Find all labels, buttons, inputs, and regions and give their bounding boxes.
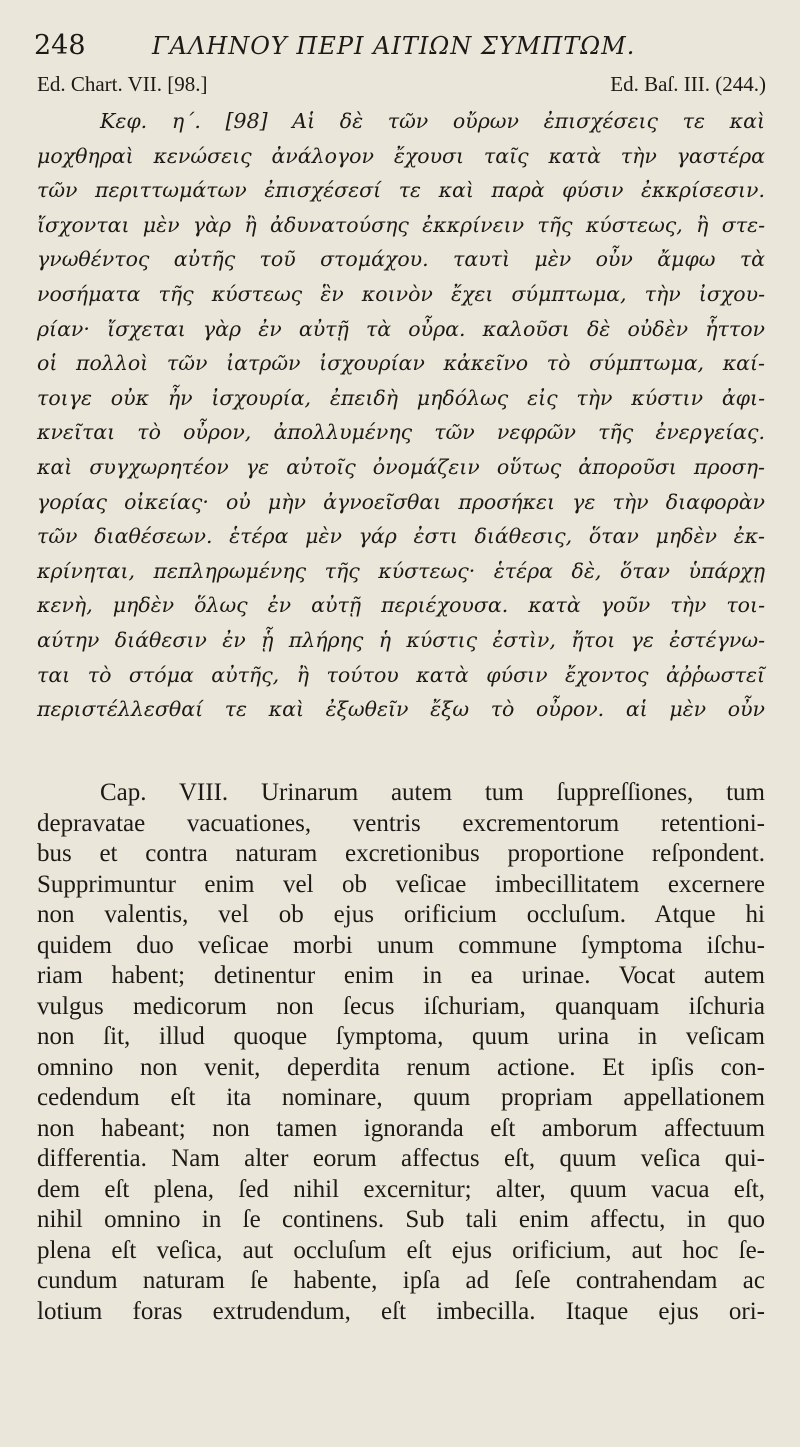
greek-line: τοιγε οὐκ ἦν ἰσχουρία, ἐπειδὴ μηδόλως εἰς τὴν κύστιν ἀφι- — [37, 385, 765, 410]
greek-line: ἴσχονται μὲν γὰρ ἢ ἀδυνατούσης ἐκκρίνειν τῆς κύστεως, ἢ στε- — [37, 212, 765, 237]
latin-line: omnino non venit, deperdita renum actione. Et ipſis con- — [37, 1053, 765, 1081]
latin-line: plena eſt veſica, aut occluſum eſt ejus orificium, aut hoc ſe- — [37, 1236, 765, 1264]
greek-line: τῶν διαθέσεων. ἑτέρα μὲν γάρ ἐστι διάθεσις, ὅταν μηδὲν ἐκ- — [37, 524, 765, 549]
edition-basel: Ed. Baſ. III. (244.) — [610, 72, 766, 96]
greek-line: κρίνηται, πεπληρωμένης τῆς κύστεως· ἑτέρα δὲ, ὅταν ὑπάρχῃ — [37, 558, 765, 583]
latin-line: nihil omnino in ſe continens. Sub tali enim affectu, in quo — [37, 1206, 765, 1233]
latin-line: quidem duo veſicae morbi unum commune ſymptoma iſchu- — [37, 931, 765, 959]
running-title: ΓΑΛΗΝΟΥ ΠΕΡΙ ΑΙΤΙΩΝ ΣΥΜΠΤΩΜ. — [152, 32, 636, 60]
page-header — [34, 28, 764, 68]
latin-line: dem eſt plena, ſed nihil excernitur; alter, quum vacua eſt, — [37, 1175, 765, 1203]
latin-text-block — [37, 778, 765, 1327]
greek-line: Κεφ. η΄. [98] Αἱ δὲ τῶν οὔρων ἐπισχέσεις τε καὶ — [100, 109, 765, 133]
greek-line: κνεῖται τὸ οὖρον, ἀπολλυμένης τῶν νεφρῶν τῆς ἐνεργείας. — [37, 420, 765, 445]
latin-line: non habeant; non tamen ignoranda eſt amborum affectuum — [37, 1114, 765, 1142]
greek-line: γορίας οἰκείας· οὐ μὴν ἀγνοεῖσθαι προσήκει γε τὴν διαφορὰν — [37, 489, 765, 514]
latin-line: cedendum eſt ita nominare, quum propriam appellationem — [37, 1084, 765, 1111]
latin-line: Cap. VIII. Urinarum autem tum ſuppreſſiones, tum — [100, 779, 765, 806]
greek-line: γνωθέντος αὐτῆς τοῦ στομάχου. ταυτὶ μὲν οὖν ἄμφω τὰ — [37, 247, 765, 272]
greek-line: νοσήματα τῆς κύστεως ἓν κοινὸν ἔχει σύμπτωμα, τὴν ἰσχου- — [37, 281, 765, 306]
latin-line: non ſit, illud quoque ſymptoma, quum urina in veſicam — [37, 1023, 765, 1050]
latin-line: Supprimuntur enim vel ob veſicae imbecillitatem excernere — [37, 870, 765, 898]
greek-line: ρίαν· ἴσχεται γὰρ ἐν αὐτῇ τὰ οὖρα. καλοῦσι δὲ οὐδὲν ἧττον — [37, 316, 765, 341]
greek-line: τῶν περιττωμάτων ἐπισχέσεσί τε καὶ παρὰ φύσιν ἐκκρίσεσιν. — [37, 178, 765, 203]
greek-line: κενὴ, μηδὲν ὅλως ἐν αὐτῇ περιέχουσα. κατὰ γοῦν τὴν τοι- — [37, 593, 765, 618]
greek-line: καὶ συγχωρητέον γε αὐτοῖς ὀνομάζειν οὕτως ἀποροῦσι προση- — [37, 454, 765, 479]
latin-line: non valentis, vel ob ejus orificium occluſum. Atque hi — [37, 901, 765, 928]
latin-line: bus et contra naturam excretionibus proportione reſpondent. — [37, 840, 765, 867]
greek-text-block — [37, 104, 765, 727]
greek-line: περιστέλλεσθαί τε καὶ ἐξωθεῖν ἔξω τὸ οὖρον. αἱ μὲν οὖν — [37, 697, 765, 722]
greek-line: ται τὸ στόμα αὐτῆς, ἢ τούτου κατὰ φύσιν ἔχοντος ἀῤῥωστεῖ — [37, 662, 765, 687]
latin-line: vulgus medicorum non ſecus iſchuriam, quanquam iſchuria — [37, 992, 765, 1020]
edition-chartier: Ed. Chart. VII. [98.] — [37, 72, 208, 96]
greek-line: οἱ πολλοὶ τῶν ἰατρῶν ἰσχουρίαν κἀκεῖνο τὸ σύμπτωμα, καί- — [37, 351, 765, 376]
page-number: 248 — [34, 30, 86, 61]
latin-line: cundum naturam ſe habente, ipſa ad ſeſe contrahendam ac — [37, 1267, 765, 1294]
latin-line: lotium foras extrudendum, eſt imbecilla. Itaque ejus ori- — [37, 1297, 765, 1325]
latin-line: depravatae vacuationes, ventris excrementorum retentioni- — [37, 809, 765, 837]
edition-references — [37, 72, 766, 104]
greek-line: αύτην διάθεσιν ἐν ᾗ πλήρης ἡ κύστις ἐστὶν, ἤτοι γε ἐστέγνω- — [37, 627, 765, 652]
latin-line: riam habent; detinentur enim in ea urinae. Vocat autem — [37, 962, 765, 989]
latin-line: differentia. Nam alter eorum affectus eſt, quum veſica qui- — [37, 1145, 765, 1172]
greek-line: μοχθηραὶ κενώσεις ἀνάλογον ἔχουσι ταῖς κατὰ τὴν γαστέρα — [37, 143, 765, 168]
